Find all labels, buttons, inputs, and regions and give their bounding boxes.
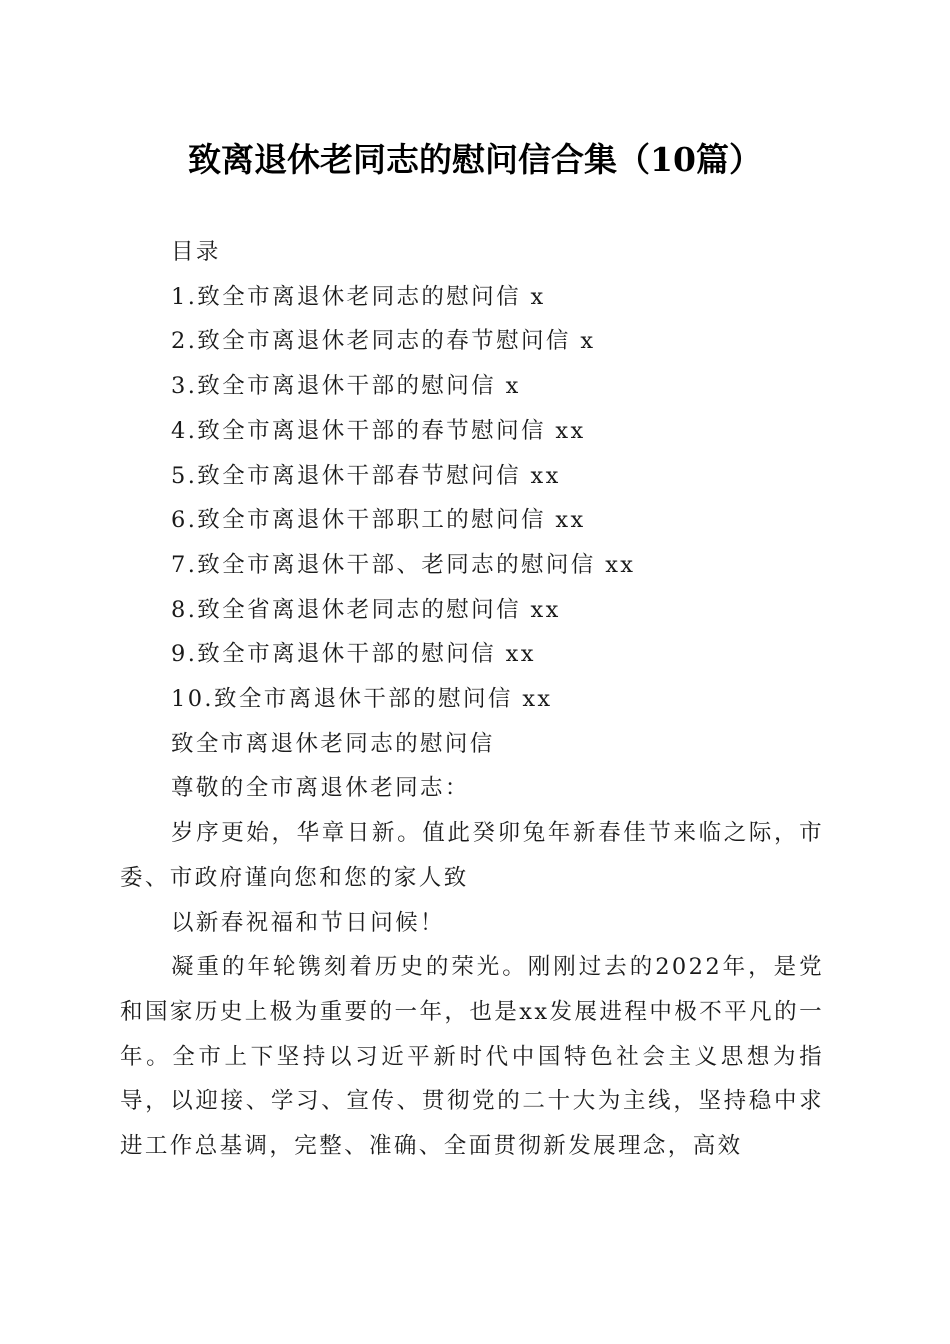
toc-item[interactable]: 9.致全市离退休干部的慰问信 xx <box>171 641 536 668</box>
toc-item[interactable]: 6.致全市离退休干部职工的慰问信 xx <box>171 507 586 534</box>
letter-paragraph: 以新春祝福和节日问候！ <box>171 909 445 936</box>
letter-paragraph: 岁序更始，华章日新。值此癸卯兔年新春佳节来临之际，市委、市政府谨向您和您的家人致 <box>120 820 824 891</box>
letter-heading: 致全市离退休老同志的慰问信 <box>171 730 495 757</box>
toc-item[interactable]: 8.致全省离退休老同志的慰问信 xx <box>171 596 561 623</box>
toc-heading: 目录 <box>171 239 221 265</box>
toc-item[interactable]: 4.致全市离退休干部的春节慰问信 xx <box>171 417 586 444</box>
toc-item[interactable]: 2.致全市离退休老同志的春节慰问信 x <box>171 328 596 355</box>
toc-item[interactable]: 3.致全市离退休干部的慰问信 x <box>171 373 521 400</box>
toc-item[interactable]: 10.致全市离退休干部的慰问信 xx <box>171 686 553 713</box>
letter-salutation: 尊敬的全市离退休老同志： <box>171 775 470 802</box>
table-of-contents <box>120 275 824 722</box>
toc-item[interactable]: 5.致全市离退休干部春节慰问信 xx <box>171 462 561 489</box>
toc-item[interactable]: 7.致全市离退休干部、老同志的慰问信 xx <box>171 551 636 578</box>
document-title: 致离退休老同志的慰问信合集（10篇） <box>188 140 762 179</box>
document-body <box>120 230 824 1169</box>
letter-paragraph: 凝重的年轮镌刻着历史的荣光。刚刚过去的2022年，是党和国家历史上极为重要的一年，也是xx发展进程中极不平凡的一年。全市上下坚持以习近平新时代中国特色社会主义思想为指导，以迎接、学习、宣传、贯彻党的二十大为主线，坚持稳中求进工作总基调，完整、准确、全面贯彻新发展理念，高效 <box>120 954 824 1160</box>
toc-item[interactable]: 1.致全市离退休老同志的慰问信 x <box>171 283 546 310</box>
